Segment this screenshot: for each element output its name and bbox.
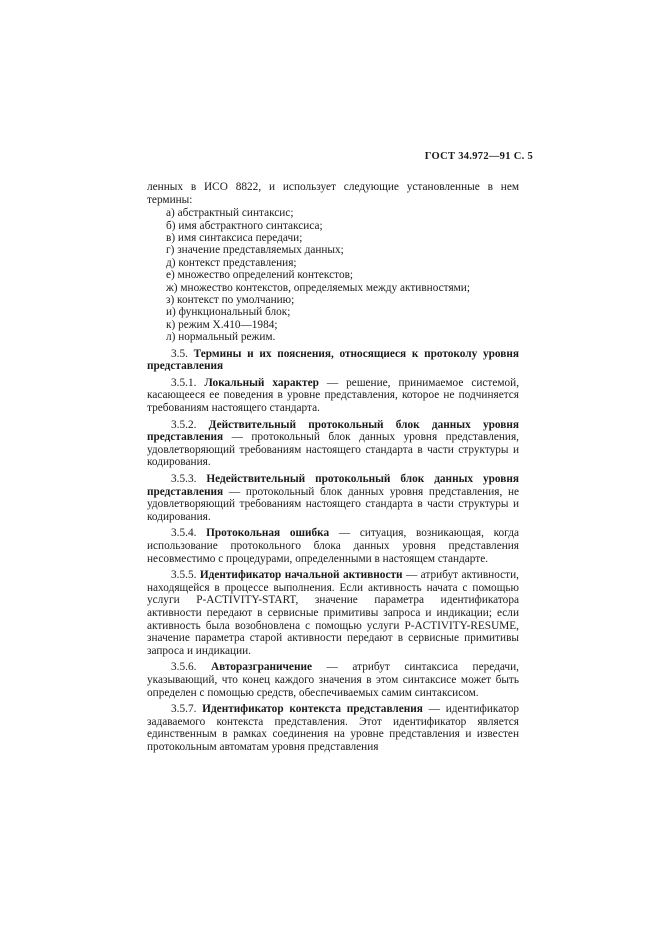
definition-number: 3.5.1. [171, 376, 197, 389]
terms-list [147, 207, 519, 343]
intro-paragraph: ленных в ИСО 8822, и использует следующие установленные в нем термины: [147, 181, 519, 206]
page-header: ГОСТ 34.972—91 С. 5 [424, 151, 533, 162]
definition-term: Идентификатор контекста представления [202, 703, 423, 716]
definition-text: — решение, принимаемое системой, касающееся ее поведения в уровне представления, которое не подчиняется требованиям настоящего стандарта. [147, 376, 520, 415]
definition-3-5-6 [147, 661, 519, 699]
definition-term: Недействительный протокольный блок данных уровня представления [147, 473, 520, 498]
definition-text: — атрибут активности, находящейся в процессе выполнения. Если активность начата с помощью услуги P-ACTIVITY-START, значение параметра идентификатора активности передают в сервисные примитивы запроса и индикации; если активность была возобновлена с помощью услуги P-ACTIVITY-RESUME, значение параметра старой активности передают в сервисные примитивы запроса и индикации. [147, 569, 519, 657]
definition-text: — ситуация, возникающая, когда использование протокольного блока данных уровня представления несовместимо с процедурами, определенными в настоящем стандарте. [147, 527, 520, 565]
definition-text: — протокольный блок данных уровня представления, удовлетворяющий требованиям настоящего стандарта в части структуры и кодирования. [147, 431, 519, 469]
list-item: б) имя абстрактного синтаксиса; [166, 219, 323, 232]
list-item: г) значение представляемых данных; [166, 244, 344, 257]
list-item: ж) множество контекстов, определяемых между активностями; [166, 281, 470, 294]
definition-3-5-4 [147, 527, 519, 565]
page-content [147, 181, 519, 753]
definition-term: Идентификатор начальной активности [199, 569, 403, 582]
definition-number: 3.5.6. [171, 661, 197, 674]
section-heading [147, 348, 519, 373]
definition-text: — атрибут синтаксиса передачи, указывающий, что конец каждого значения в этом синтаксисе может быть определен с помощью средств, обеспечиваемых самим синтаксисом. [147, 661, 519, 699]
definition-3-5-5 [147, 569, 519, 657]
definition-term: Авторазграничение [210, 661, 312, 674]
definition-3-5-2 [147, 419, 519, 469]
list-item: л) нормальный режим. [166, 331, 276, 344]
list-item: и) функциональный блок; [166, 306, 291, 319]
definition-term: Локальный характер [204, 376, 319, 389]
definition-term: Действительный протокольный блок данных уровня представления [147, 418, 519, 444]
definition-number: 3.5.5. [171, 569, 197, 582]
definition-term: Протокольная ошибка [206, 527, 330, 540]
definition-3-5-7 [147, 703, 519, 753]
definition-number: 3.5.4. [171, 527, 197, 540]
definition-number: 3.5.3. [171, 473, 197, 485]
definition-text: — протокольный блок данных уровня представления, не удовлетворяющий требованиям настоящего стандарта в части структуры и кодирования. [147, 485, 520, 523]
definition-3-5-1 [147, 377, 519, 415]
list-item: к) режим X.410—1984; [166, 318, 278, 331]
section-title: Термины и их пояснения, относящиеся к протоколу уровня представления [147, 347, 519, 373]
list-item: д) контекст представления; [166, 256, 297, 269]
section-number: 3.5. [171, 347, 188, 360]
list-item: а) абстрактный синтаксис; [166, 207, 294, 220]
definition-number: 3.5.2. [171, 418, 197, 431]
definition-3-5-3 [147, 473, 519, 523]
definition-number: 3.5.7. [171, 703, 197, 716]
list-item: з) контекст по умолчанию; [166, 294, 295, 307]
list-item: в) имя синтаксиса передачи; [166, 232, 303, 244]
definition-text: — идентификатор задаваемого контекста представления. Этот идентификатор является единственным в рамках соединения на уровне представления и известен протокольным автоматам уровня представления [147, 703, 520, 753]
list-item: е) множество определений контекстов; [166, 269, 354, 282]
